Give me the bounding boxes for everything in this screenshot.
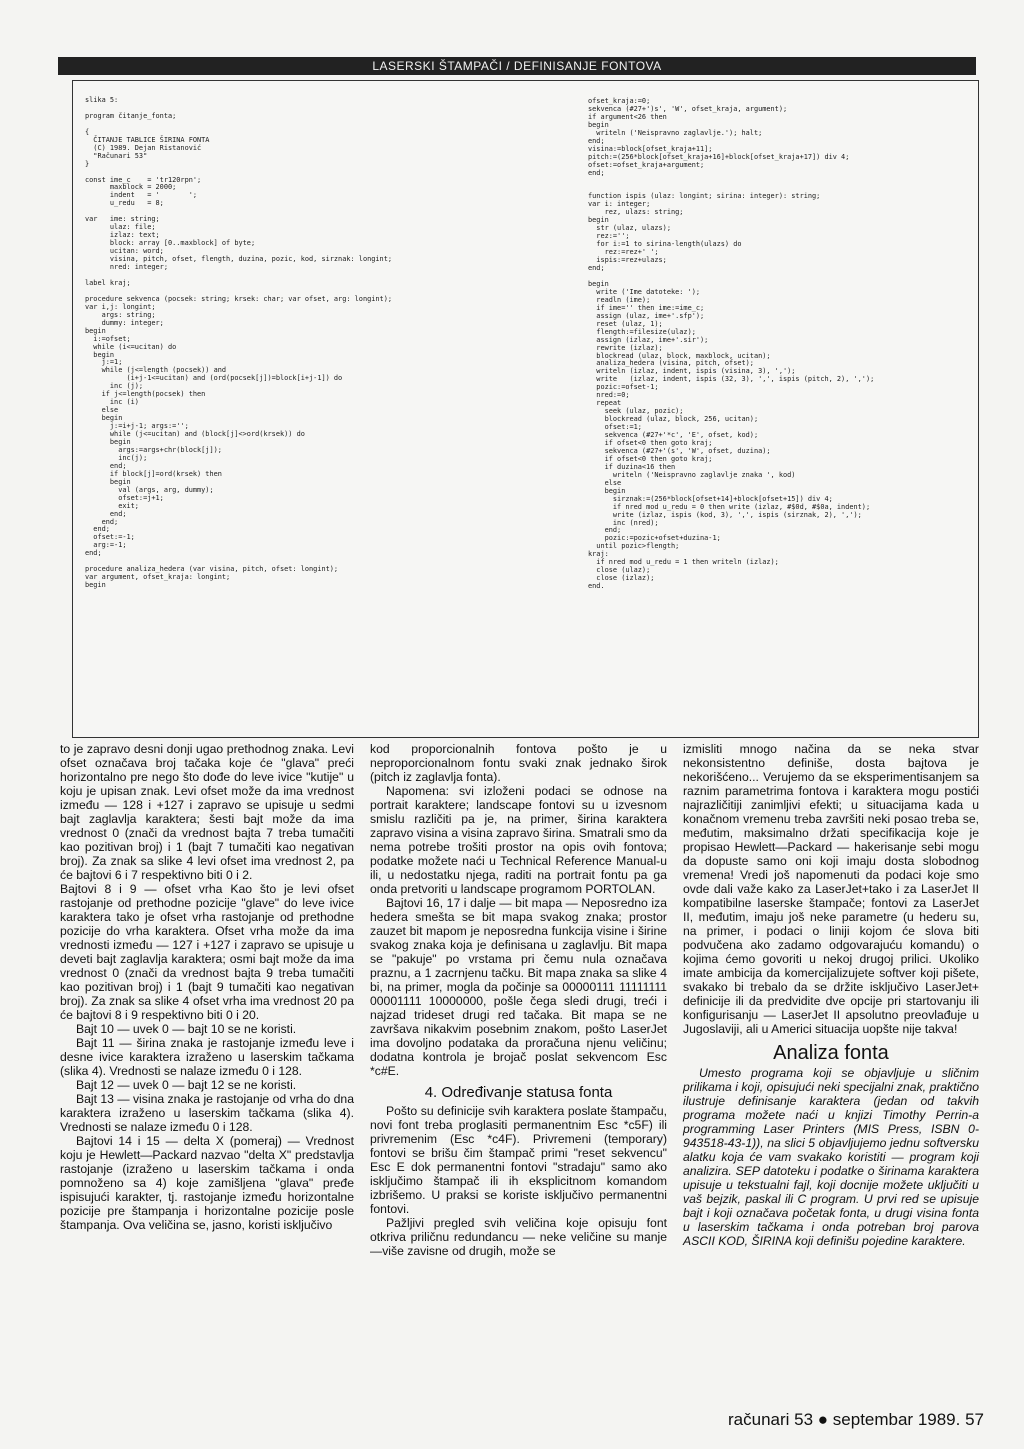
paragraph: Umesto programa koji se objavljuje u sličnim prilikama i koji, opisujući neki specijalni znak, praktično ilustruje definisanje karaktera (jedan od takvih programa možete naći u knjizi Timothy Perrin-a programming Laser Printers (MIS Press, ISBN 0-943518-43-1)), na slici 5 objavljujemo jednu softversku alatku koja će vam svakako koristiti — program koji analizira. SEP datoteku i podatke o širinama karaktera upisuje u tekstualni fajl, koji docnije možete uključiti u vaš bejzik, paskal ili C program. U prvi red se upisuje bajt i koji označava početak fonta, u drugi visina fonta u laserskim tačkama i onda potreban broj parova ASCII KOD, ŠIRINA koji definišu pojedine karaktere. [683,1066,979,1248]
paragraph: Bajt 12 — uvek 0 — bajt 12 se ne koristi. [76,1078,297,1092]
code-listing-right: ofset_kraja:=0; sekvenca (#27+')s', 'W', ofset_kraja, argument); if argument<26 then begin writeln ('Neispravno zaglavlje.'); halt; end; visina:=block[ofset_kraja+11]; pitch:=(256*block[ofset_kraja+16]+block[ofset_kraja+17]) div 4; ofset:=ofset_kraja+argument; end; function ispis (ulaz: longint; sirina: integer): string; var i: integer; rez, ulazs: string; begin str (ulaz, ulazs); rez:=''; for i:=1 to sirina-length(ulazs) do rez:=rez+' '; ispis:=rez+ulazs; end; begin write ('Ime datoteke: '); readln (ime); if ime='' then ime:=ime_c; assign (ulaz, ime+'.sfp'); reset (ulaz, 1); flength:=filesize(ulaz); assign (izlaz, ime+'.sir'); rewrite (izlaz); blockread (ulaz, block, maxblock, ucitan); analiza_hedera (visina, pitch, ofset); writeln (izlaz, indent, ispis (visina, 3), ','); write (izlaz, indent, ispis (32, 3), ',', ispis (pitch, 2), ','); pozic:=ofset-1; nred:=0; repeat seek (ulaz, pozic); blockread (ulaz, block, 256, ucitan); ofset:=1; sekvenca (#27+'*c', 'E', ofset, kod); if ofset<0 then goto kraj; sekvenca (#27+'(s', 'W', ofset, duzina); if ofset<0 then goto kraj; if duzina<16 then writeln ('Neispravno zaglavlje znaka ', kod) else begin sirznak:=(256*block[ofset+14]+block[ofset+15]) div 4; if nred mod u_redu = 0 then write (izlaz, #$0d, #$0a, indent); write (izlaz, ispis (kod, 3), ',', ispis (sirznak, 2), ','); inc (nred); end; pozic:=pozic+ofset+duzina-1; until pozic>flength; kraj: if nred mod u_redu = 1 then writeln (izlaz); close (ulaz); close (izlaz); end. [588,97,875,591]
paragraph: Pošto su definicije svih karaktera poslate štampaču, novi font treba proglasiti permanentnim Esc *c5F) ili privremenim (Esc *c4F). Privremeni (temporary) fontovi se brišu čim štampač primi "reset sekvencu" Esc E dok permanentni fontovi "stradaju" samo ako isključimo štampač ili ih eksplicitnom komandom izbrišemo. U praksi se koriste isključivo permanentni fontovi. [370,1104,667,1216]
section-header: LASERSKI ŠTAMPAČI / DEFINISANJE FONTOVA [58,57,976,75]
paragraph: kod proporcionalnih fontova pošto je u neproporcionalnom fontu svaki znak jednako širok (pitch iz zaglavlja fonta). [370,742,667,784]
paragraph: Pažljivi pregled svih veličina koje opisuju font otkriva priličnu redundancu — neke veličine su manje—više zavisne od drugih, može se [370,1216,667,1258]
text-column-2 [370,742,667,1258]
section-heading: Analiza fonta [773,1042,889,1064]
paragraph: Bajt 10 — uvek 0 — bajt 10 se ne koristi. [76,1022,297,1036]
paragraph: Napomena: svi izloženi podaci se odnose na portrait karaktere; landscape fontovi su u izvesnom smislu različiti pa je, na primer, širina karaktera zapravo visina a visina zapravo širina. Smatrali smo da nema potrebe trošiti prostor na opis ovih fontova; podatke možete naći u Technical Reference Manual-u ili, u nedostatku njega, raditi na portrait fontu pa ga onda pretvoriti u landscape programom PORTOLAN. [370,784,667,896]
paragraph: izmisliti mnogo načina da se neka stvar nekonsistentno definiše, dosta bajtova je nekorišćeno... Verujemo da se eksperimentisanjem sa raznim parametrima fontova i karaktera mogu postići najrazličitiji zanimljivi efekti; u situacijama kada u konačnom vremenu treba završiti neki posao treba se, međutim, maksimalno držati specifikacija koje je propisao Hewlett—Packard — hakerisanje sebi mogu da dopuste samo oni koji imaju dosta slobodnog vremena! Vredi još napomenuti da podaci koje smo ovde dali važe kako za LaserJet+tako i za LaserJet II kompatibilne laserske štampače; fontovi za LaserJet II, međutim, imaju još neke parametre (u hederu su, na primer, i podaci o liniji kojom će slova biti podvučena ako zadamo odgovarajuću komandu) o kojima ćemo govoriti u nekoj drugoj prilici. Ukoliko imate ambicija da komercijalizujete softver koji pišete, svakako bi trebalo da se držite isključivo LaserJet+ definicije ili da predvidite dve opcije pri startovanju ili konfigurisanju — LaserJet II apsolutno preovlađuje u Jugoslaviji, ali u Americi situacija uopšte nije takva! [683,742,979,1036]
text-column-1 [60,742,354,1232]
code-listing-left: slika 5: program čitanje_fonta; { ČITANJE TABLICE ŠIRINA FONTA (C) 1989. Dejan Ristanović "Računari 53" } const ime_c = 'tr120rpn'; maxblock = 2000; indent = ' '; u_redu = 8; var ime: string; ulaz: file; izlaz: text; block: array [0..maxblock] of byte; ucitan: word; visina, pitch, ofset, flength, duzina, pozic, kod, sirznak: longint; nred: integer; label kraj; procedure sekvenca (pocsek: string; krsek: char; var ofset, arg: longint); var i,j: longint; args: string; dummy: integer; begin i:=ofset; while (i<=ucitan) do begin j:=1; while (j<=length (pocsek)) and (i+j-1<=ucitan) and (ord(pocsek[j])=block[i+j-1]) do inc (j); if j<=length(pocsek) then inc (i) else begin j:=i+j-1; args:=''; while (j<=ucitan) and (block[j]<>ord(krsek)) do begin args:=args+chr(block[j]); inc(j); end; if block[j]=ord(krsek) then begin val (args, arg, dummy); ofset:=j+1; exit; end; end; end; ofset:=-1; arg:=-1; end; procedure analiza_hedera (var visina, pitch, ofset: longint); var argument, ofset_kraja: longint; begin [85,96,392,590]
text-column-3 [683,742,979,1248]
paragraph: Bajtovi 14 i 15 — delta X (pomeraj) — Vrednost koju je Hewlett—Packard nazvao "delta X" predstavlja rastojanje (izraženo u laserskim tačkama i onda pomnoženo sa 4) koje zamišljena "glava" pređe ispisujući karakter, tj. rastojanje između horizontalne pozicije pre štampanja i horizontalne pozicije posle štampanja. Ova veličina se, jasno, koristi isključivo [60,1134,354,1232]
paragraph: Bajt 11 — širina znaka je rastojanje između leve i desne ivice karaktera izraženo u laserskim tačkama (slika 4). Vrednosti se nalaze između 0 i 128. [60,1036,354,1078]
code-listing-box [72,80,979,738]
paragraph: to je zapravo desni donji ugao prethodnog znaka. Levi ofset označava broj tačaka koje će "glava" preći horizontalno pre nego što dođe do leve ivice "kutije" u koju je upisan znak. Levi ofset može da ima vrednost između — 128 i +127 i zapravo se upisuje u sedmi bajt zaglavlja karaktera; šesti bajt može da ima vrednost 0 (znači da vrednost bajta 7 treba tumačiti kao pozitivan broj) i 1 (bajt 7 tumačiti kao negativan broj). Za znak sa slike 4 levi ofset ima vrednost 2, pa će bajtovi 6 i 7 respektivno biti 0 i 2. [60,742,354,882]
section-heading: 4. Određivanje statusa fonta [424,1084,613,1101]
paragraph: Bajt 13 — visina znaka je rastojanje od vrha do dna karaktera izraženo u laserskim tačkama (slika 4). Vrednosti se nalaze između 0 i 128. [60,1092,354,1134]
page-footer: računari 53 ● septembar 1989. 57 [728,1410,984,1429]
paragraph: Bajtovi 8 i 9 — ofset vrha Kao što je levi ofset rastojanje od prethodne pozicije "glave" do leve ivice karaktera tako je ofset vrha rastojanje od prethodne pozicije do vrha karaktera. Ofset vrha može da ima vrednosti između — 127 i +127 i zapravo se upisuje u deveti bajt zaglavlja karaktera; osmi bajt može da ima vrednost 0 (znači da vrednost bajta 9 treba tumačiti kao pozitivan broj) i 1 (bajt 9 tumačiti kao negativan broj). Za znak sa slike 4 ofset vrha ima vrednost 20 pa će bajtovi 8 i 9 respektivno biti 0 i 20. [60,882,354,1022]
paragraph: Bajtovi 16, 17 i dalje — bit mapa — Neposredno iza hedera smešta se bit mapa svakog znaka; prostor zauzet bit mapom je neposredna funkcija visine i širine svakog znaka koja je definisana u zaglavlju. Bit mapa se "pakuje" po vrstama pri čemu nula označava praznu, a 1 zacrnjenu tačku. Bit mapa znaka sa slike 4 bi, na primer, mogla da počinje sa 00000111 11111111 00001111 10000000, pošle čega sledi drugi, treći i najzad trideset drugi red tačaka. Bit mapa se ne završava nikakvim posebnim znakom, pošto LaserJet ima dovoljno podataka da proračuna njenu veličinu; dodatna kontrola je brojač poslat sekvencom Esc *c#E. [370,896,667,1078]
